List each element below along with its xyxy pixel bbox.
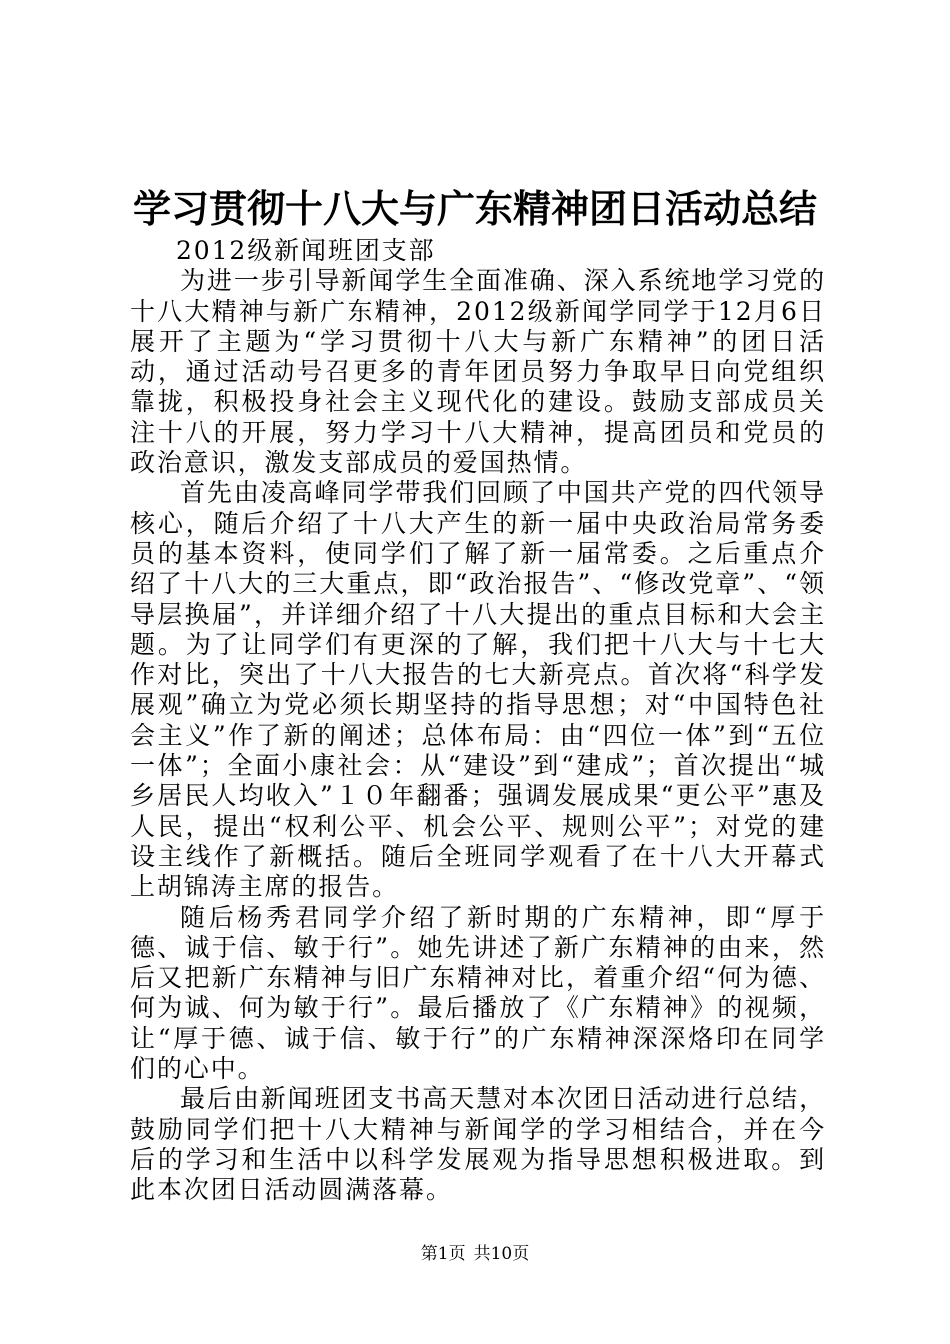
paragraph-intro: 为进一步引导新闻学生全面准确、深入系统地学习党的十八大精神与新广东精神，2012级新闻学同学于12月6日展开了主题为“学习贯彻十八大与新广东精神”的团日活动，通过活动号召更多的青年团员努力争取早日向党组织靠拢，积极投身社会主义现代化的建设。鼓励支部成员关注十八的开展，努力学习十八大精神，提高团员和党员的政治意识，激发支部成员的爱国热情。 xyxy=(130,266,826,478)
page-footer xyxy=(0,1243,950,1265)
paragraph-guangdong-spirit: 随后杨秀君同学介绍了新时期的广东精神，即“厚于德、诚于信、敏于行”。她先讲述了新广东精神的由来，然后又把新广东精神与旧广东精神对比，着重介绍“何为德、何为诚、何为敏于行”。最后播放了《广东精神》的视频，让“厚于德、诚于信、敏于行”的广东精神深深烙印在同学们的心中。 xyxy=(130,902,826,1084)
page-number: 第1页 xyxy=(420,1244,466,1264)
document-body xyxy=(130,236,826,1206)
paragraph-party-review: 首先由凌高峰同学带我们回顾了中国共产党的四代领导核心，随后介绍了十八大产生的新一届中央政治局常务委员的基本资料，使同学们了解了新一届常委。之后重点介绍了十八大的三大重点，即“政治报告”、“修改党章”、“领导层换届”，并详细介绍了十八大提出的重点目标和大会主题。为了让同学们有更深的了解，我们把十八大与十七大作对比，突出了十八大报告的七大新亮点。首次将“科学发展观”确立为党必须长期坚持的指导思想；对“中国特色社会主义”作了新的阐述；总体布局：由“四位一体”到“五位一体”；全面小康社会：从“建设”到“建成”；首次提出“城乡居民人均收入”１０年翻番；强调发展成果“更公平”惠及人民，提出“权利公平、机会公平、规则公平”；对党的建设主线作了新概括。随后全班同学观看了在十八大开幕式上胡锦涛主席的报告。 xyxy=(130,478,826,902)
paragraph-conclusion: 最后由新闻班团支书高天慧对本次团日活动进行总结，鼓励同学们把十八大精神与新闻学的学习相结合，并在今后的学习和生活中以科学发展观为指导思想积极进取。到此本次团日活动圆满落幕。 xyxy=(130,1084,826,1205)
organization-line: 2012级新闻班团支部 xyxy=(176,236,436,265)
document-title: 学习贯彻十八大与广东精神团日活动总结 xyxy=(132,186,817,231)
page-total: 共10页 xyxy=(473,1244,530,1264)
